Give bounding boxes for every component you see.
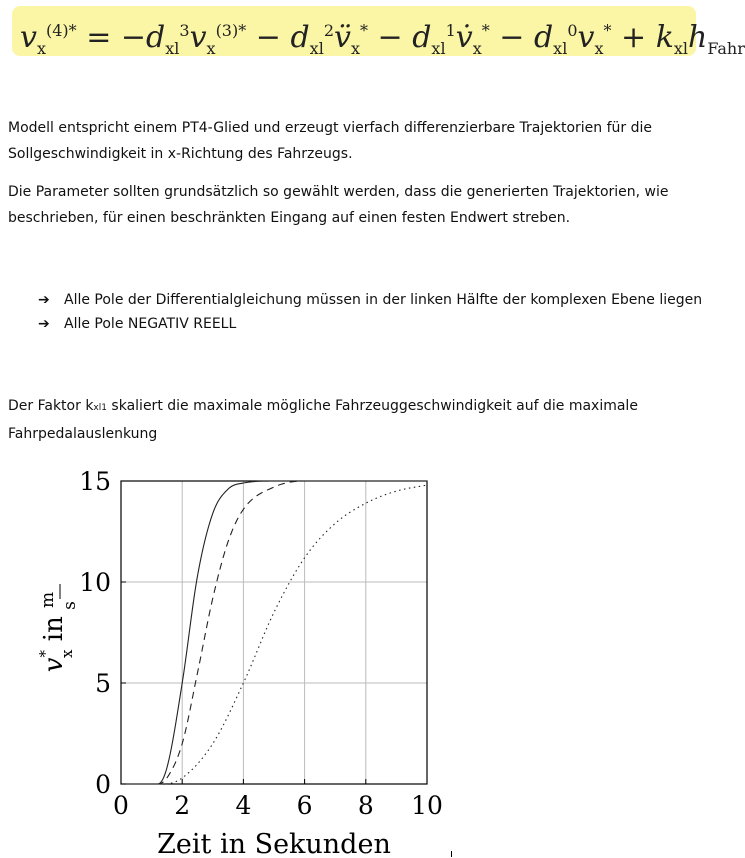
formula-rhs-order: (3)* — [215, 21, 247, 40]
factor-subscript: xl1 — [93, 403, 107, 413]
formula: $v_x^{(4)*} = -d_{xl}^3v_x^{(3)*}$ − $d_{xl}^2v̈_x^*$ − $d_{xl}^1v̇_x^* - d_{xl}^0v_x^* + k_{xl}h_{Fahr}$ — [20, 20, 745, 58]
paragraph-model: Modell entspricht einem PT4-Glied und erzeugt vierfach differenzierbare Trajektorien für die Sollgeschwindigkeit in x-Richtung des Fahrzeugs. — [8, 120, 653, 162]
bullet-text: Alle Pole der Differentialgleichung müssen in der linken Hälfte der komplexen Ebene liegen — [64, 292, 703, 308]
bullet-text: Alle Pole NEGATIV REELL — [64, 316, 237, 332]
formula-lhs-order: (4)* — [45, 21, 77, 40]
series-line-dashed — [121, 481, 427, 784]
x-tick-label: 10 — [411, 791, 443, 820]
factor-line1: skaliert die maximale mögliche Fahrzeuggeschwindigkeit auf die maximale — [106, 398, 638, 414]
factor-prefix: Der Faktor k — [8, 398, 94, 414]
y-tick-label: 15 — [79, 467, 111, 496]
text-cursor — [451, 851, 452, 857]
chart-grid — [121, 481, 427, 784]
svg-text:v*x in ms: v* x in $^m$ s — [36, 591, 80, 673]
y-tick-label: 0 — [95, 770, 111, 799]
x-tick-label: 0 — [113, 791, 129, 820]
paragraph-parameters: Die Parameter sollten grundsätzlich so gewählt werden, dass die generierten Trajektorien, wie beschrieben, für einen beschränkten Eingang auf einen festen Endwert streben. — [8, 184, 669, 226]
x-tick-label: 2 — [174, 791, 191, 820]
x-tick-label: 8 — [357, 791, 374, 820]
x-tick-label: 6 — [296, 791, 313, 820]
arrow-right-icon: ➔ — [38, 316, 50, 332]
series-line-dotted — [121, 485, 427, 784]
plot-frame — [121, 481, 427, 784]
y-tick-label: 10 — [79, 568, 111, 597]
y-axis-label — [36, 584, 80, 672]
y-tick-label: 5 — [95, 669, 111, 698]
arrow-right-icon: ➔ — [38, 292, 50, 308]
series-line-solid — [121, 481, 427, 784]
x-tick-label: 4 — [235, 791, 252, 820]
factor-line2: Fahrpedalauslenkung — [8, 426, 158, 442]
x-axis-label: Zeit in Sekunden — [157, 829, 391, 858]
